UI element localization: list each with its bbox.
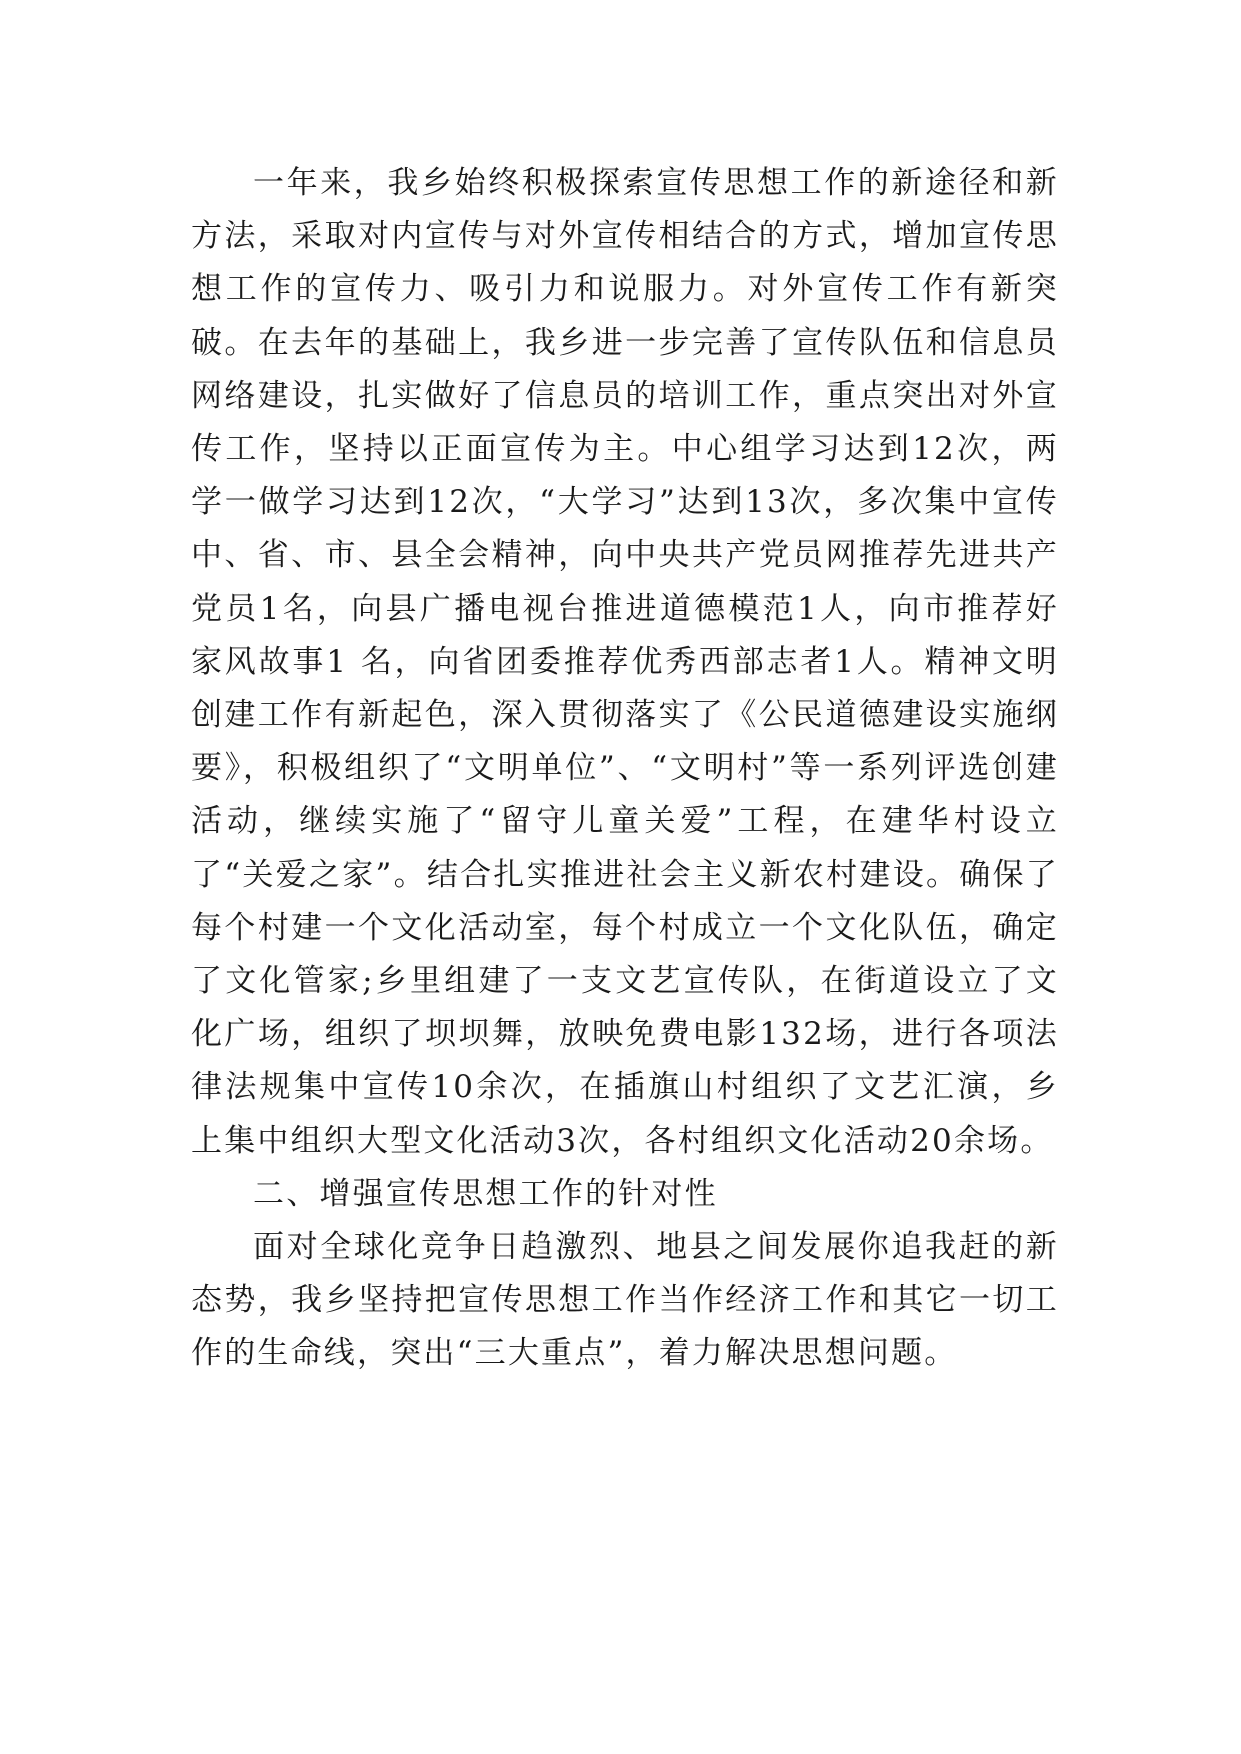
- section-heading: 二、增强宣传思想工作的针对性: [253, 1175, 718, 1212]
- body-paragraph: 面对全球化竞争日趋激烈、地县之间发展你追我赶的新态势，我乡坚持把宣传思想工作当作经济工作和其它一切工作的生命线，突出“三大重点”，着力解决思想问题。: [191, 1229, 1059, 1372]
- body-paragraph: 一年来，我乡始终积极探索宣传思想工作的新途径和新方法，采取对内宣传与对外宣传相结合的方式，增加宣传思想工作的宣传力、吸引力和说服力。对外宣传工作有新突破。在去年的基础上，我乡进一步完善了宣传队伍和信息员网络建设，扎实做好了信息员的培训工作，重点突出对外宣传工作，坚持以正面宣传为主。中心组学习达到12次，两学一做学习达到12次，“大学习”达到13次，多次集中宣传中、省、市、县全会精神，向中央共产党员网推荐先进共产党员1名，向县广播电视台推进道德模范1人，向市推荐好家风故事1 名，向省团委推荐优秀西部志者1人。精神文明创建工作有新起色，深入贯彻落实了《公民道德建设实施纲要》，积极组织了“文明单位”、“文明村”等一系列评选创建活动，继续实施了“留守儿童关爱”工程，在建华村设立了“关爱之家”。结合扎实推进社会主义新农村建设。确保了每个村建一个文化活动室，每个村成立一个文化队伍，确定了文化管家;乡里组建了一支文艺宣传队，在街道设立了文化广场，组织了坝坝舞，放映免费电影132场，进行各项法律法规集中宣传10余次，在插旗山村组织了文艺汇演，乡上集中组织大型文化活动3次，各村组织文化活动20余场。: [191, 165, 1059, 1159]
- document-body: [191, 157, 1059, 1381]
